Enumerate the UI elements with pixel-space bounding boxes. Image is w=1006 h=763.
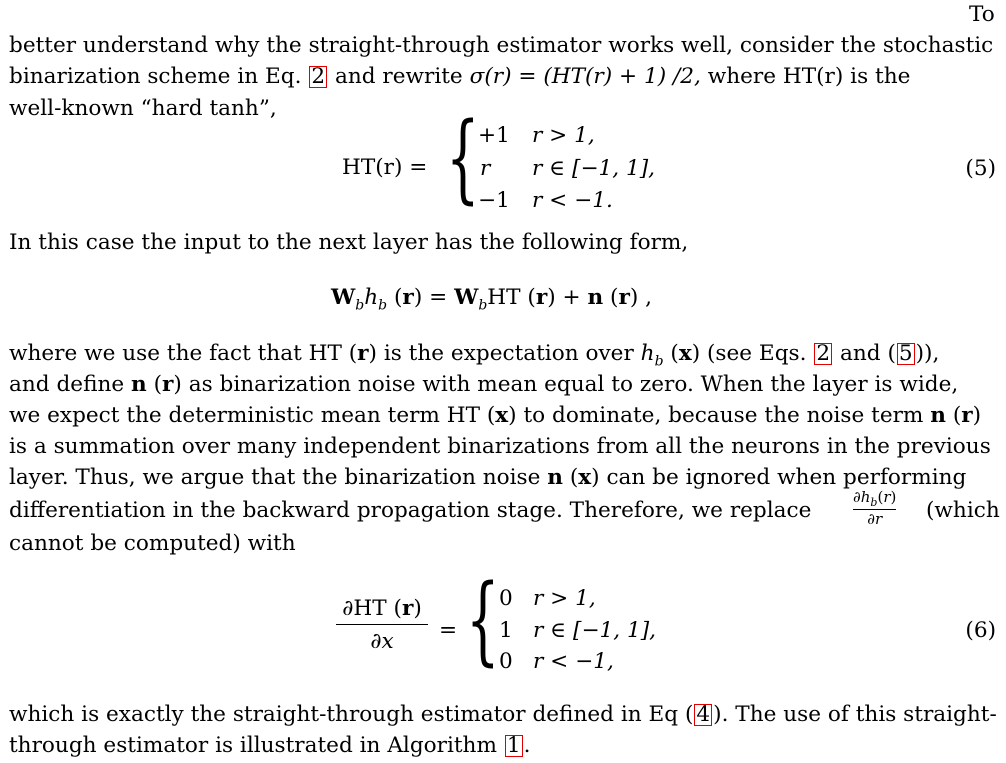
equation-lhs: HT(r) =	[342, 155, 428, 180]
text-line: and define n (r) as binarization noise with mean equal to zero. When the layer is wide,	[9, 372, 959, 397]
text-line: where we use the fact that HT (r) is the expectation over $h_b$ (x) (see Eqs. 2 and ( 5 )),	[9, 341, 940, 370]
text-line	[9, 98, 277, 120]
case-condition: r < −1,	[533, 649, 614, 674]
text-line	[9, 533, 296, 555]
text-line	[926, 500, 1000, 522]
case-condition: r > 1,	[532, 123, 595, 148]
equation-ref-link[interactable]: 4	[696, 702, 711, 727]
text-fragment: better understand why the straight-through estimator works well, consider the stochastic	[9, 33, 994, 58]
case-value: −1	[478, 188, 510, 213]
case-value: 1	[499, 618, 513, 643]
text-line	[9, 232, 688, 254]
case-condition: r ∈ [−1, 1],	[533, 618, 657, 643]
text-line: layer. Thus, we argue that the binarization noise n (x) can be ignored when performing	[9, 465, 967, 490]
text-fragment: well-known “hard tanh”,	[9, 96, 277, 121]
equation-ref-link[interactable]: 5	[898, 341, 913, 366]
derivative-fraction: $\frac{\partial HT (r)}{\partial x}$	[336, 598, 428, 652]
text-fragment: In this case the input to the next layer has the following form,	[9, 230, 689, 255]
left-brace: {	[446, 102, 480, 214]
text-fragment: which is exactly the straight-through estimator defined in Eq	[9, 702, 679, 727]
case-condition: r < −1.	[532, 188, 613, 213]
text-line	[969, 4, 995, 26]
text-fragment: (which	[926, 498, 1000, 523]
case-value: r	[480, 156, 491, 181]
text-line	[9, 66, 997, 88]
case-value: +1	[478, 123, 510, 148]
case-condition: r > 1,	[533, 586, 596, 611]
equation-number: (5)	[965, 156, 996, 181]
text-fragment: where HT(r) is the	[707, 64, 911, 89]
equation-ref-link[interactable]: 2	[311, 64, 326, 89]
math-inline: σ(r) = (HT(r) + 1) /2,	[469, 64, 701, 89]
case-condition: r ∈ [−1, 1],	[532, 156, 656, 181]
text-fragment: through estimator is illustrated in Algorithm	[9, 733, 497, 758]
equation-number: (6)	[965, 618, 996, 643]
text-fragment: differentiation in the backward propagation stage. Therefore, we replace	[9, 498, 812, 523]
text-line	[9, 35, 997, 57]
left-brace: {	[466, 564, 500, 676]
equals-sign: =	[439, 618, 458, 643]
text-fragment: and	[839, 341, 881, 366]
case-value: 0	[499, 649, 513, 674]
text-line	[9, 500, 811, 522]
text-fragment: cannot be computed) with	[9, 531, 296, 556]
text-line	[9, 735, 530, 757]
algorithm-ref-link[interactable]: 1	[506, 733, 521, 758]
equation-ref-link[interactable]: 2	[816, 341, 831, 366]
inline-fraction: $\frac{\partial h_b(r)}{\partial r}$	[853, 488, 897, 528]
text-line: we expect the deterministic mean term HT (x) to dominate, because the noise term n (r)	[9, 403, 982, 428]
text-line: is a summation over many independent binarizations from all the neurons in the previous	[9, 434, 991, 459]
text-line: which is exactly the straight-through estimator defined in Eq ( 4 ). The use of this straight-	[9, 702, 997, 727]
case-value: 0	[499, 586, 513, 611]
text-fragment: binarization scheme in Eq.	[9, 64, 302, 89]
text-fragment: . The use of this straight-	[721, 702, 997, 727]
noise-equation: $W_bh_b$ $(r) = W_bHT$ (r) + n (r) ,	[331, 285, 653, 314]
text-fragment: and rewrite	[334, 64, 463, 89]
text-fragment: To	[969, 2, 995, 27]
text-fragment: .	[523, 733, 531, 758]
